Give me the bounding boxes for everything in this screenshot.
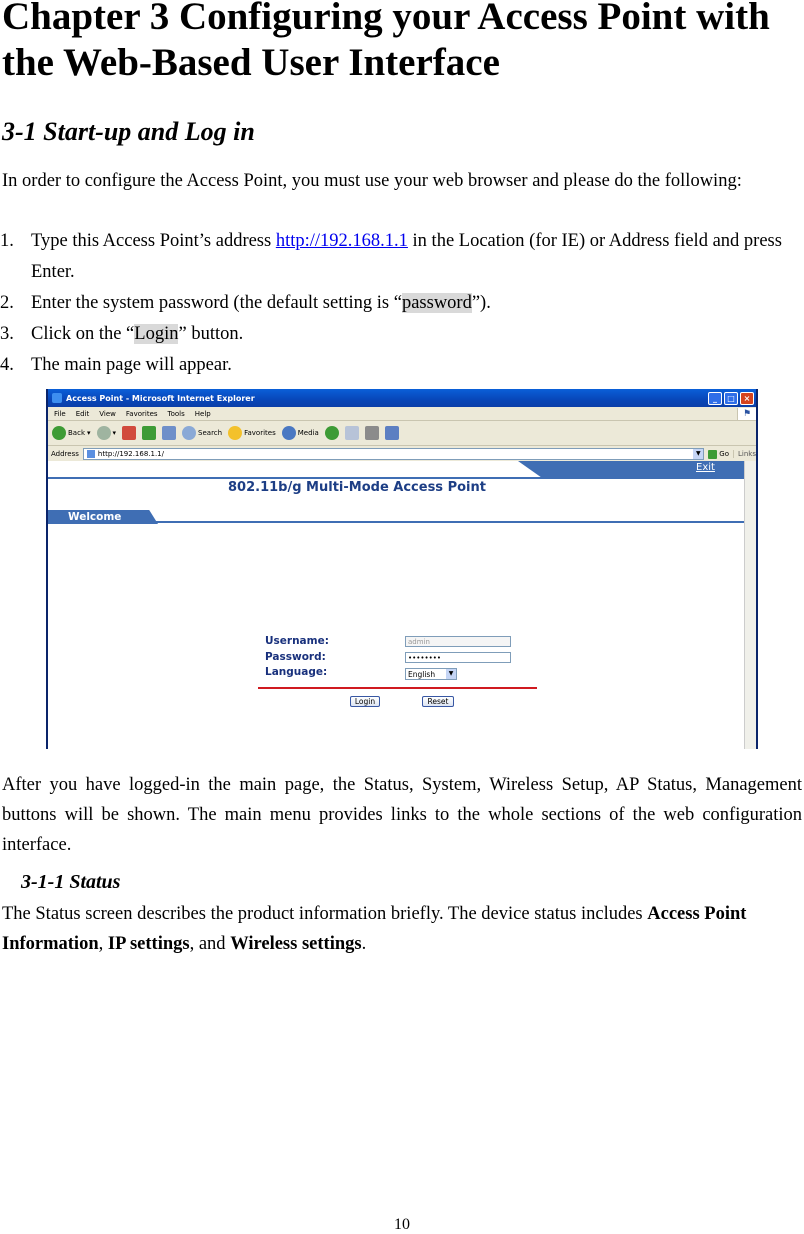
product-title: 802.11b/g Multi-Mode Access Point <box>228 480 486 495</box>
links-button[interactable]: Links <box>733 450 756 458</box>
search-button[interactable] <box>182 426 222 440</box>
minimize-icon[interactable]: _ <box>708 392 722 405</box>
step-item <box>0 226 800 288</box>
menu-view[interactable]: View <box>99 409 116 418</box>
page-number: 10 <box>394 1216 410 1233</box>
browser-screenshot <box>46 389 758 749</box>
menu-tools[interactable]: Tools <box>167 409 185 418</box>
status-bold-ip: IP settings <box>107 934 190 954</box>
back-icon <box>52 426 66 440</box>
mail-icon[interactable] <box>345 426 359 440</box>
forward-button[interactable]: ▾ <box>97 426 117 440</box>
window-titlebar <box>48 389 756 407</box>
address-url: http://192.168.1.1/ <box>97 450 164 458</box>
highlight-text: password <box>401 293 472 313</box>
status-end: . <box>361 934 367 954</box>
favorites-button[interactable] <box>228 426 276 440</box>
menu-edit[interactable]: Edit <box>75 409 90 418</box>
page-icon <box>87 450 95 458</box>
history-icon[interactable] <box>325 426 339 440</box>
status-bold-ap-info: Access Point Information <box>2 904 747 954</box>
scrollbar[interactable] <box>744 461 756 749</box>
star-icon <box>228 426 242 440</box>
edit-icon[interactable] <box>385 426 399 440</box>
menu-help[interactable]: Help <box>194 409 211 418</box>
page-content <box>48 461 745 749</box>
status-sep: , and <box>189 934 231 954</box>
address-input[interactable] <box>83 448 704 460</box>
subsection-title: 3-1-1 Status <box>21 871 121 893</box>
windows-flag-icon: ⚑ <box>737 408 756 420</box>
address-label: Address <box>51 450 79 458</box>
go-button[interactable] <box>708 450 729 459</box>
reset-button[interactable]: Reset <box>422 696 454 707</box>
welcome-label: Welcome <box>68 511 122 523</box>
chevron-down-icon: ▼ <box>446 669 456 679</box>
forward-icon <box>97 426 111 440</box>
step-item <box>0 350 800 381</box>
step-number: 4. <box>0 355 14 375</box>
menu-bar <box>48 407 756 421</box>
maximize-icon[interactable]: □ <box>724 392 738 405</box>
refresh-icon[interactable] <box>142 426 156 440</box>
favorites-label: Favorites <box>244 429 276 437</box>
back-label: Back <box>68 429 85 437</box>
search-label: Search <box>198 429 223 437</box>
status-paragraph <box>2 899 802 959</box>
step-text: in the Location (for IE) or Address field and press Enter. <box>31 231 782 282</box>
go-label: Go <box>719 450 730 458</box>
step-number: 2. <box>0 293 14 313</box>
exit-link[interactable]: Exit <box>696 462 715 473</box>
media-icon <box>282 426 296 440</box>
username-field[interactable]: admin <box>405 636 511 647</box>
username-label: Username: <box>265 635 329 647</box>
step-text: Click on the “ <box>31 324 135 344</box>
step-number: 1. <box>0 231 14 251</box>
menu-file[interactable]: File <box>54 409 66 418</box>
header-divider <box>48 477 745 479</box>
browser-toolbar <box>48 421 756 446</box>
stop-icon[interactable] <box>122 426 136 440</box>
login-button[interactable]: Login <box>350 696 380 707</box>
address-link[interactable]: http://192.168.1.1 <box>275 231 408 251</box>
highlight-text: Login <box>134 324 179 344</box>
back-button[interactable]: Back ▾ <box>52 426 91 440</box>
step-text: Enter the system password (the default setting is “ <box>31 293 402 313</box>
step-item <box>0 319 800 350</box>
language-label: Language: <box>265 666 328 678</box>
status-text: The Status screen describes the product information briefly. The device status includes <box>2 904 648 924</box>
step-item <box>0 288 800 319</box>
chevron-down-icon[interactable]: ▼ <box>693 449 703 459</box>
password-label: Password: <box>265 651 326 663</box>
media-button[interactable] <box>282 426 319 440</box>
form-divider <box>258 687 537 689</box>
media-label: Media <box>297 429 319 437</box>
section-title: 3-1 Start-up and Log in <box>2 117 255 146</box>
after-paragraph: After you have logged-in the main page, the Status, System, Wireless Setup, AP Status, Management buttons will be shown. The main menu provides links to the whole sections of the web configuration interface. <box>2 775 802 855</box>
step-text: Type this Access Point’s address <box>31 231 276 251</box>
window-title: Access Point - Microsoft Internet Explorer <box>66 393 255 403</box>
intro-paragraph: In order to configure the Access Point, you must use your web browser and please do the following: <box>2 171 742 191</box>
status-bold-wireless: Wireless settings <box>230 934 362 954</box>
steps-list <box>0 226 800 381</box>
step-text: ”). <box>471 293 491 313</box>
print-icon[interactable] <box>365 426 379 440</box>
step-text: The main page will appear. <box>31 355 232 375</box>
password-field[interactable]: •••••••• <box>405 652 511 663</box>
step-number: 3. <box>0 324 14 344</box>
home-icon[interactable] <box>162 426 176 440</box>
close-icon[interactable]: × <box>740 392 754 405</box>
go-icon <box>708 450 717 459</box>
chapter-title: Chapter 3 Configuring your Access Point with the Web-Based User Interface <box>2 0 770 84</box>
status-sep: , <box>98 934 108 954</box>
search-icon <box>182 426 196 440</box>
ie-icon <box>52 393 62 403</box>
menu-favorites[interactable]: Favorites <box>125 409 158 418</box>
language-value: English <box>408 670 436 679</box>
language-select[interactable] <box>405 668 457 680</box>
step-text: ” button. <box>178 324 244 344</box>
